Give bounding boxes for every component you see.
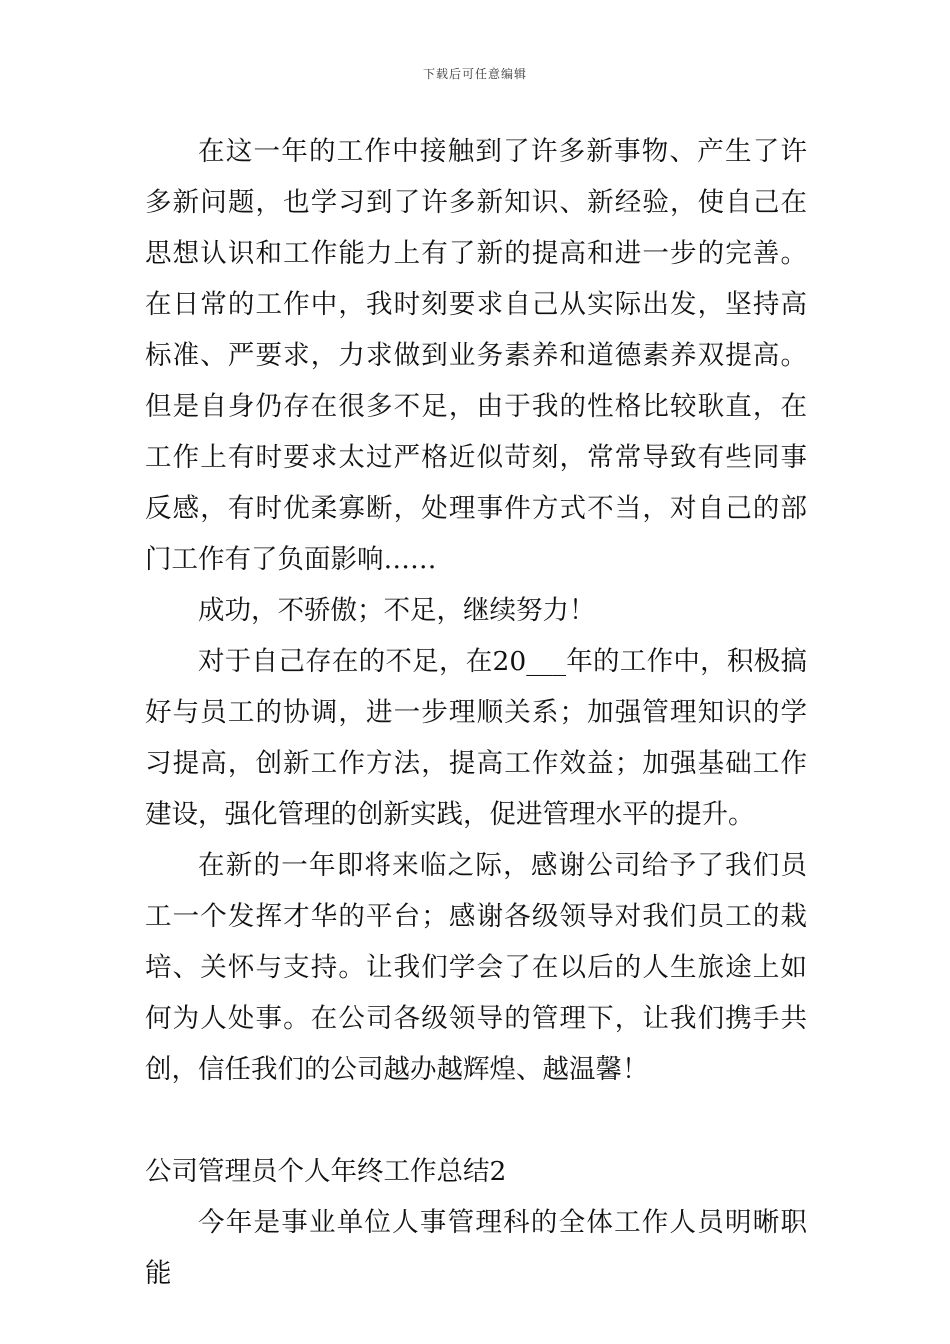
paragraph-gratitude: 在新的一年即将来临之际，感谢公司给予了我们员工一个发挥才华的平台；感谢各级领导对我们员工的栽培、关怀与支持。让我们学会了在以后的人生旅途上如何为人处事。在公司各级领导的管理下，让我们携手共创，信任我们的公司越办越辉煌、越温馨！ bbox=[145, 850, 807, 1085]
section-first-paragraph: 今年是事业单位人事管理科的全体工作人员明晰职能 bbox=[145, 1207, 807, 1289]
paragraph-improvement: 对于自己存在的不足，在20___年的工作中，积极搞好与员工的协调，进一步理顺关系；加强管理知识的学习提高，创新工作方法，提高工作效益；加强基础工作建设，强化管理的创新实践，促进管理水平的提升。 bbox=[145, 646, 807, 830]
header-note: 下载后可任意编辑 bbox=[422, 67, 527, 81]
section-title: 公司管理员个人年终工作总结2 bbox=[145, 1156, 507, 1187]
paragraph-reflection: 在这一年的工作中接触到了许多新事物、产生了许多新问题，也学习到了许多新知识、新经验，使自己在思想认识和工作能力上有了新的提高和进一步的完善。在日常的工作中，我时刻要求自己从实际出发，坚持高标准、严要求，力求做到业务素养和道德素养双提高。但是自身仍存在很多不足，由于我的性格比较耿直，在工作上有时要求太过严格近似苛刻，常常导致有些同事反感，有时优柔寡断，处理事件方式不当，对自己的部门工作有了负面影响…… bbox=[145, 136, 807, 575]
document-body bbox=[145, 126, 807, 1299]
paragraph-motto: 成功，不骄傲；不足，继续努力！ bbox=[198, 595, 596, 626]
